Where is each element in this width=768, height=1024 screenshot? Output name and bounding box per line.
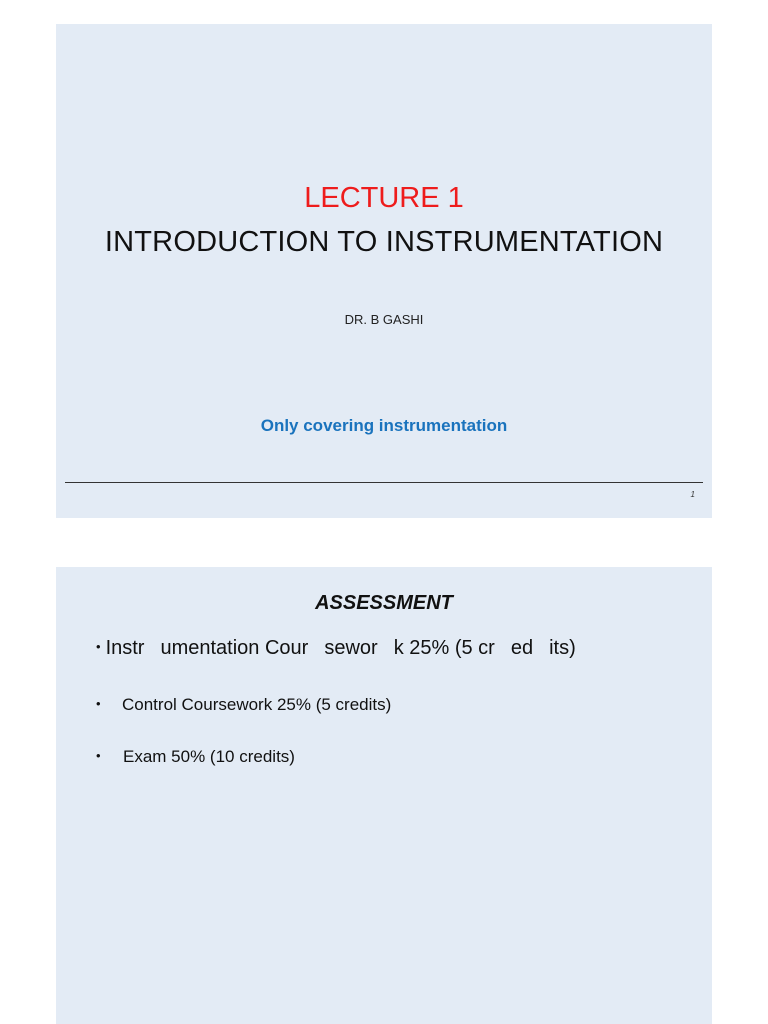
slide-title: [56, 24, 712, 518]
assessment-heading: ASSESSMENT: [315, 592, 453, 614]
bullet-text: Control Coursework 25% (5 credits): [122, 695, 392, 714]
bullet-instrumentation-coursework: [96, 633, 576, 662]
bullet-control-coursework: [96, 692, 391, 717]
slide-title-text: INTRODUCTION TO INSTRUMENTATION: [104, 226, 664, 258]
author-name: DR. B GASHI: [344, 312, 424, 327]
bullet-text: Exam 50% (10 credits): [123, 747, 295, 766]
bullet-exam: [96, 744, 295, 769]
slide-subtitle: Only covering instrumentation: [260, 416, 508, 435]
bullet-text-part: ed: [510, 637, 534, 659]
bullet-text-part: Instr: [105, 637, 145, 659]
bullet-text-part: umentation Cour: [160, 637, 309, 659]
bullet-marker: •: [96, 748, 101, 763]
bullet-text-part: its): [549, 637, 576, 659]
slide-assessment: [56, 567, 712, 1024]
bullet-text-part: sewor: [324, 637, 378, 659]
bullet-marker: •: [96, 696, 101, 711]
bullet-marker: •: [96, 639, 101, 654]
bullet-text-part: k 25% (5 cr: [393, 637, 495, 659]
lecture-number: LECTURE 1: [304, 182, 464, 214]
footer-divider: [65, 482, 703, 483]
slide-page-number: 1: [690, 490, 695, 499]
